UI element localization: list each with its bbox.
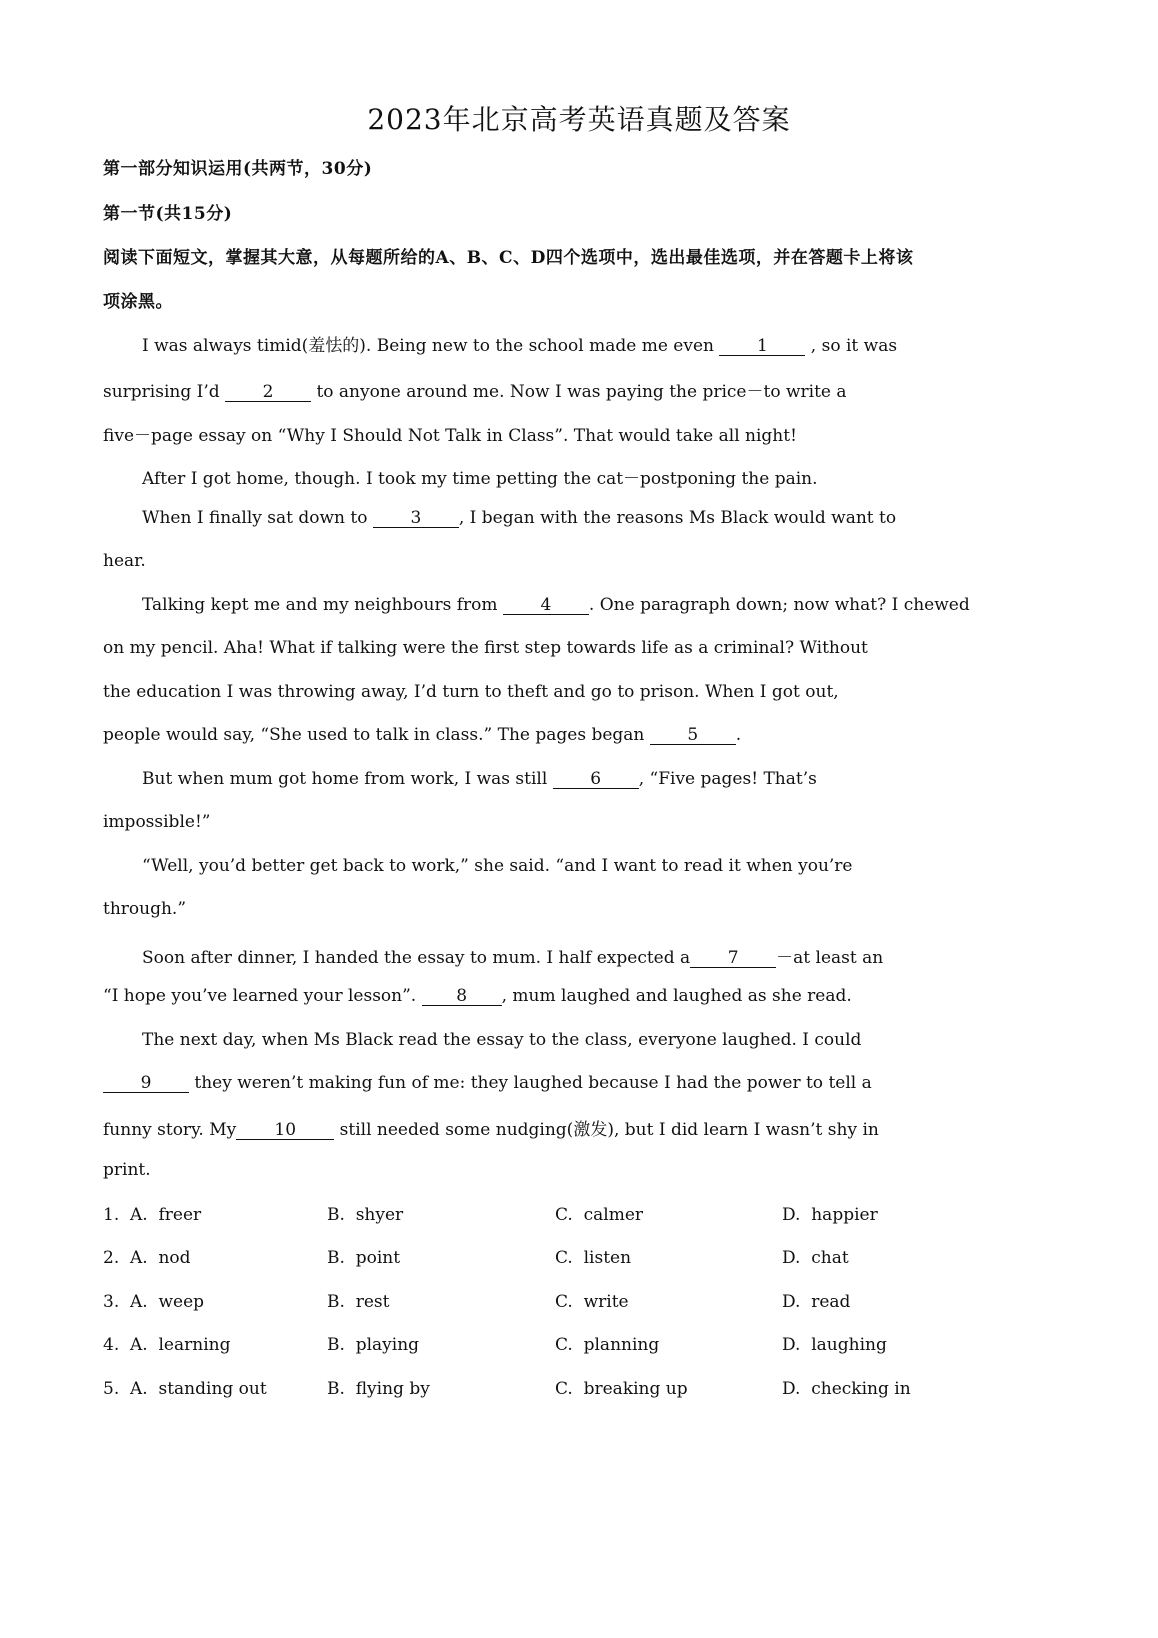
blank-6: 6 (553, 770, 639, 789)
option-a: A. weep (130, 1292, 205, 1312)
question-number: 5. (103, 1379, 120, 1399)
option-a: A. freer (130, 1205, 202, 1225)
passage-text: When I finally sat down to (142, 508, 373, 528)
passage-text: , I began with the reasons Ms Black would want to (458, 508, 897, 528)
passage-text: , “Five pages! That’s (638, 769, 817, 789)
passage-line: five－page essay on “Why I Should Not Talk in Class”. That would take all night! (103, 426, 797, 446)
option-c: C. calmer (555, 1205, 644, 1225)
option-d: D. checking in (782, 1379, 911, 1399)
passage-line: print. (103, 1160, 151, 1180)
blank-9: 9 (103, 1074, 189, 1093)
passage-line (103, 377, 847, 402)
passage-text: I was always timid(羞怯的). Being new to the school made me even (142, 336, 720, 356)
passage-text: “I hope you’ve learned your lesson”. (103, 986, 422, 1006)
passage-line (103, 508, 896, 528)
passage-line (103, 986, 852, 1006)
page-title: 2023年北京高考英语真题及答案 (367, 103, 791, 136)
passage-line (103, 725, 741, 745)
passage-text: , mum laughed and laughed as she read. (501, 986, 852, 1006)
blank-3: 3 (373, 509, 459, 528)
option-b: B. rest (327, 1292, 390, 1312)
section-heading: 第一节(共15分) (103, 204, 233, 224)
passage-text: , so it was (805, 336, 898, 356)
passage-line (103, 595, 970, 615)
option-b: B. flying by (327, 1379, 430, 1399)
passage-line: on my pencil. Aha! What if talking were the first step towards life as a criminal? Without (103, 638, 868, 658)
passage-line: After I got home, though. I took my time petting the cat－postponing the pain. (142, 469, 818, 489)
passage-text: －at least an (776, 948, 884, 968)
option-d: D. chat (782, 1248, 849, 1268)
passage-text: Soon after dinner, I handed the essay to mum. I half expected a (142, 948, 691, 968)
instructions-line-2: 项涂黑。 (103, 292, 173, 312)
option-d: D. laughing (782, 1335, 887, 1355)
option-d: D. happier (782, 1205, 878, 1225)
passage-text: to anyone around me. Now I was paying the price－to write a (311, 382, 847, 402)
passage-line (103, 943, 883, 968)
question-number: 1. (103, 1205, 120, 1225)
blank-4: 4 (503, 596, 589, 615)
passage-line: The next day, when Ms Black read the essay to the class, everyone laughed. I could (142, 1030, 862, 1050)
passage-line (103, 1073, 872, 1093)
question-number: 4. (103, 1335, 120, 1355)
passage-line (103, 1115, 879, 1140)
blank-5: 5 (650, 726, 736, 745)
option-c: C. breaking up (555, 1379, 688, 1399)
passage-line: through.” (103, 899, 187, 919)
passage-text: they weren’t making fun of me: they laughed because I had the power to tell a (189, 1073, 872, 1093)
option-a: A. nod (130, 1248, 191, 1268)
passage-text: But when mum got home from work, I was still (142, 769, 553, 789)
passage-line (103, 331, 897, 356)
passage-line: hear. (103, 551, 146, 571)
passage-text: funny story. My (103, 1120, 237, 1140)
option-c: C. listen (555, 1248, 632, 1268)
option-c: C. planning (555, 1335, 660, 1355)
option-a: A. standing out (130, 1379, 267, 1399)
passage-line: “Well, you’d better get back to work,” she said. “and I want to read it when you’re (142, 856, 853, 876)
passage-text: Talking kept me and my neighbours from (142, 595, 503, 615)
passage-text: surprising I’d (103, 382, 226, 402)
passage-line (103, 769, 817, 789)
blank-10: 10 (236, 1121, 334, 1140)
option-c: C. write (555, 1292, 629, 1312)
passage-line: impossible!” (103, 812, 211, 832)
passage-text: people would say, “She used to talk in class.” The pages began (103, 725, 650, 745)
option-b: B. point (327, 1248, 401, 1268)
part-heading: 第一部分知识运用(共两节，30分) (103, 159, 373, 179)
question-number: 2. (103, 1248, 120, 1268)
option-a: A. learning (130, 1335, 231, 1355)
blank-7: 7 (690, 949, 776, 968)
question-number: 3. (103, 1292, 120, 1312)
blank-1: 1 (719, 337, 805, 356)
option-b: B. shyer (327, 1205, 404, 1225)
option-b: B. playing (327, 1335, 420, 1355)
instructions-line-1: 阅读下面短文，掌握其大意，从每题所给的A、B、C、D四个选项中，选出最佳选项，并在答题卡上将该 (103, 248, 914, 268)
option-d: D. read (782, 1292, 851, 1312)
passage-line: the education I was throwing away, I’d turn to theft and go to prison. When I got out, (103, 682, 839, 702)
passage-text: . One paragraph down; now what? I chewed (588, 595, 970, 615)
blank-2: 2 (225, 383, 311, 402)
blank-8: 8 (422, 987, 502, 1006)
passage-text: still needed some nudging(激发), but I did learn I wasn’t shy in (334, 1120, 879, 1140)
passage-text: . (735, 725, 742, 745)
